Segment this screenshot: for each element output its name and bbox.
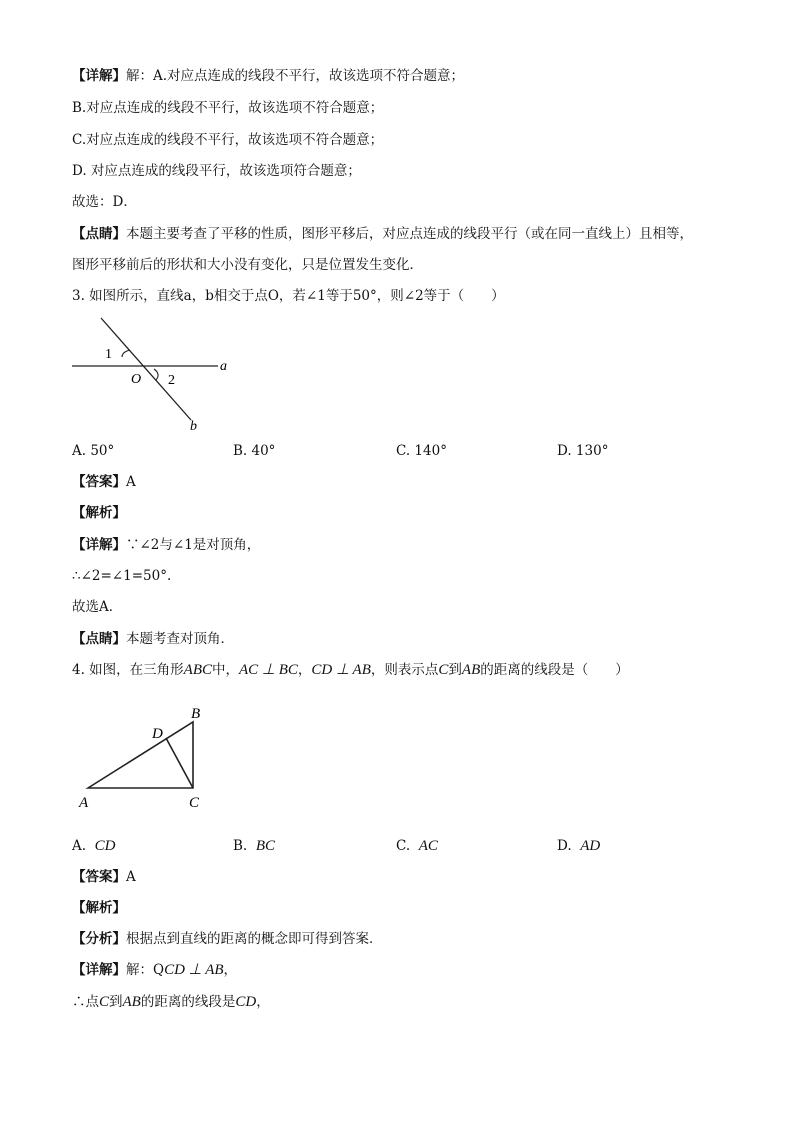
q2-line-d: D. 对应点连成的线段平行，故该选项符合题意； <box>72 163 361 179</box>
angle2-label: 2 <box>168 373 175 388</box>
q4-option-b <box>233 836 275 856</box>
stem-condition-1: AC ⊥ BC <box>239 662 298 678</box>
answer-label: 【答案】 <box>72 474 126 490</box>
q2-line-c: C.对应点连成的线段不平行，故该选项不符合题意； <box>72 132 384 148</box>
q4-answer <box>72 867 136 887</box>
conclusion-text: 到 <box>109 994 123 1010</box>
stem-text: 中， <box>212 662 240 678</box>
option-value: AD <box>580 838 601 854</box>
q4-analysis <box>72 929 383 949</box>
conclusion-text: ∴点 <box>72 994 99 1010</box>
q3-choice: 故选A． <box>72 599 123 615</box>
conclusion-cd: CD <box>235 994 257 1010</box>
comment-text: 本题主要考查了平移的性质，图形平移后，对应点连成的线段平行（或在同一直线上）且相等， <box>126 226 693 242</box>
stem-condition-2: CD ⊥ AB <box>311 662 371 678</box>
q3-figure <box>68 312 238 437</box>
conclusion-ab: AB <box>122 994 141 1010</box>
stem-text: ，则表示点 <box>370 662 439 678</box>
detail-label: 【详解】 <box>72 68 126 84</box>
option-letter: B. <box>233 838 248 854</box>
option-value: CD <box>94 838 116 854</box>
line-b <box>101 318 191 420</box>
segment-cd <box>166 738 193 788</box>
detail-text: ∵∠2与∠1是对顶角， <box>126 537 261 553</box>
q4-analysis-label: 【解析】 <box>72 900 126 916</box>
option-value: AC <box>418 838 438 854</box>
angle1-label: 1 <box>105 347 112 362</box>
comment-label: 【点睛】 <box>72 631 126 647</box>
option-letter: C. <box>396 838 411 854</box>
q3-option-b: B. 40° <box>233 443 276 459</box>
q4-conclusion <box>72 992 270 1012</box>
stem-abc: ABC <box>183 662 213 678</box>
detail-text: 解：Q <box>126 962 165 978</box>
q3-stem: 3. 如图所示，直线a，b相交于点O，若∠1等于50°，则∠2等于（ ） <box>72 288 505 304</box>
q3-option-c: C. 140° <box>396 443 447 459</box>
option-letter: A. <box>72 838 87 854</box>
stem-text: 到 <box>448 662 462 678</box>
q4-detail <box>72 960 237 980</box>
vertex-a-label: A <box>79 795 89 811</box>
conclusion-text: 的距离的线段是 <box>140 994 236 1010</box>
detail-label: 【详解】 <box>72 537 126 553</box>
vertex-c-label: C <box>189 795 200 811</box>
detail-text: ， <box>223 962 238 978</box>
answer-value: A <box>126 869 136 885</box>
q2-line-b: B.对应点连成的线段不平行，故该选项不符合题意； <box>72 100 384 116</box>
analysis-sub-label: 【分析】 <box>72 931 126 947</box>
option-letter: D. <box>557 838 572 854</box>
point-d-label: D <box>152 726 163 742</box>
conclusion-point-c: C <box>99 994 110 1010</box>
q2-comment-line2: 图形平移前后的形状和大小没有变化，只是位置发生变化． <box>72 257 423 273</box>
q4-stem <box>72 660 629 680</box>
q3-comment <box>72 629 234 649</box>
conclusion-text: ， <box>256 994 270 1010</box>
stem-point-c: C <box>438 662 449 678</box>
vertex-b-label: B <box>191 706 201 722</box>
angle1-arc <box>122 350 130 357</box>
detail-label: 【详解】 <box>72 962 126 978</box>
q2-choice: 故选：D． <box>72 194 137 210</box>
analysis-text: 根据点到直线的距离的概念即可得到答案． <box>126 931 383 947</box>
comment-text: 本题考查对顶角． <box>126 631 234 647</box>
q3-option-d: D. 130° <box>557 443 609 459</box>
q2-comment-line1 <box>72 224 693 244</box>
comment-label: 【点睛】 <box>72 226 126 242</box>
triangle-abc <box>88 722 193 788</box>
line-b-label: b <box>190 419 197 434</box>
answer-label: 【答案】 <box>72 869 126 885</box>
stem-text: 4. 如图，在三角形 <box>72 662 184 678</box>
q4-option-c <box>396 836 438 856</box>
detail-math: CD ⊥ AB <box>164 962 224 978</box>
q3-analysis-label: 【解析】 <box>72 505 126 521</box>
answer-value: A <box>126 474 136 490</box>
stem-text: ， <box>297 662 312 678</box>
q3-detail-line1 <box>72 535 260 555</box>
line-a-label: a <box>220 359 227 374</box>
q3-detail-line2: ∴∠2=∠1=50°. <box>72 568 172 584</box>
q2-detail-line <box>72 66 464 86</box>
q4-option-d <box>557 836 600 856</box>
q3-answer <box>72 472 136 492</box>
vertex-o-label: O <box>131 372 142 387</box>
q3-option-a: A. 50° <box>72 443 115 459</box>
detail-text: 解：A.对应点连成的线段不平行，故该选项不符合题意； <box>126 68 465 84</box>
stem-ab: AB <box>461 662 481 678</box>
option-value: BC <box>255 838 275 854</box>
q4-option-a <box>72 836 115 856</box>
stem-text: 的距离的线段是（ ） <box>480 662 629 678</box>
q4-figure <box>68 700 228 815</box>
